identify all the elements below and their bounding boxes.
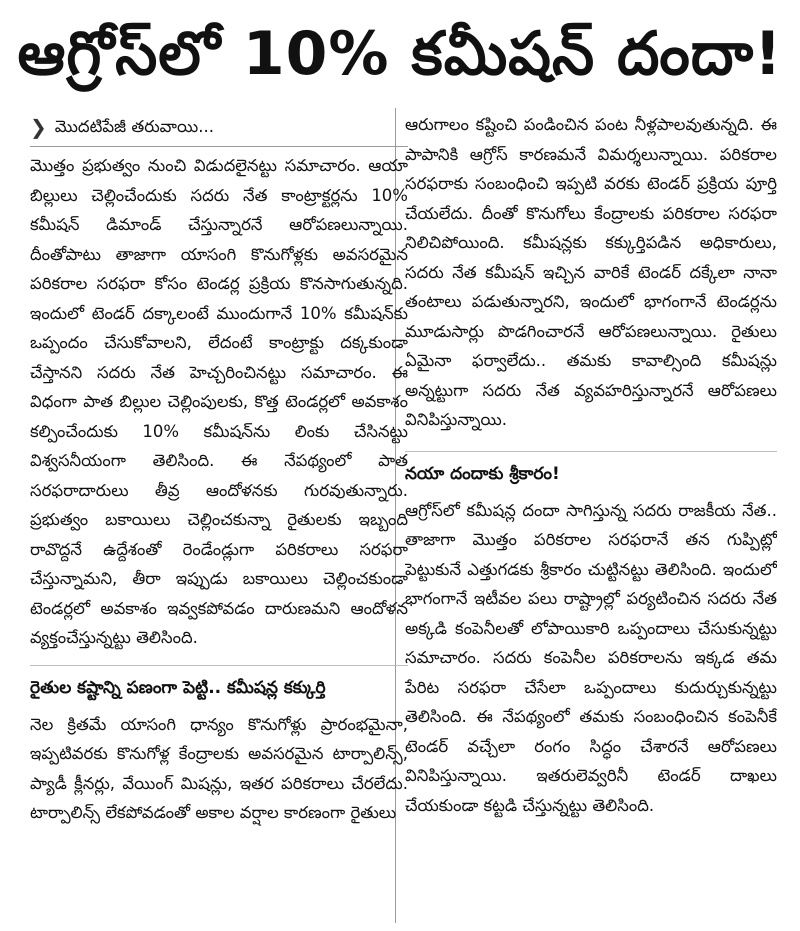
body-paragraph: ఆరుగాలం కష్టించి పండించిన పంట నీళ్లపాలవుతున్నది. ఈ పాపానికి ఆగ్రోస్ కారణమనే విమర్శలున్నాయి. పరికరాల సరఫరాకు సంబంధించి ఇప్పటి వరకు టెండర్ ప్రక్రియ పూర్తి చేయలేదు. దీంతో కొనుగోలు కేంద్రాలకు పరికరాల సరఫరా నిలిచిపోయింది. కమీషన్లకు కక్కుర్తిపడిన అధికారులు, సదరు నేత కమీషన్ ఇచ్చిన వారికే టెండర్ దక్కేలా నానా తంటాలు పడుతున్నారని, ఇందులో భాగంగానే టెండర్లను మూడుసార్లు పొడగించారనే ఆరోపణలున్నాయి. రైతులు ఏమైనా ఫర్వాలేదు.. తమకు కావాల్సింది కమీషన్లు అన్నట్టుగా సదరు నేత వ్యవహరిస్తున్నారనే ఆరోపణలు వినిపిస్తున్నాయి. bbox=[405, 115, 777, 429]
body-paragraph: మొత్తం ప్రభుత్వం నుంచి విడుదలైనట్టు సమాచారం. ఆయా బిల్లులు చెల్లించేందుకు సదరు నేత కాంట్రాక్టర్లను 10% కమీషన్ డిమాండ్ చేస్తున్నారనే ఆరోపణలున్నాయి. దీంతోపాటు తాజాగా యాసంగి కొనుగోళ్లకు అవసరమైన పరికరాల సరఫరా కోసం టెండర్ల ప్రక్రియ కొనసాగుతున్నది. ఇందులో టెండర్ దక్కాలంటే ముందుగానే 10% కమీషన్‌కు ఒప్పందం చేసుకోవాలని, లేదంటే కాంట్రాక్టు దక్కకుండా చేస్తానని సదరు నేత హెచ్చరించినట్టు సమాచారం. ఈ విధంగా పాత బిల్లుల చెల్లింపులకు, కొత్త టెండర్లలో అవకాశం కల్పించేందుకు 10% కమీషన్‌ను లింకు చేసినట్టు విశ్వసనీయంగా తెలిసింది. ఈ నేపథ్యంలో పాత సరఫరాదారులు తీవ్ర ఆందోళనకు గురవుతున్నారు. ప్రభుత్వం బకాయిలు చెల్లించకున్నా రైతులకు ఇబ్బంది రావొద్దనే ఉద్దేశంతో రెండేండ్లుగా పరికరాలు సరఫరా చేస్తున్నామని, తీరా ఇప్పుడు బకాయిలు చెల్లించకుండా టెండర్లలో అవకాశం ఇవ్వకపోవడం దారుణమని ఆందోళన వ్యక్తంచేస్తున్నట్టు తెలిసింది. bbox=[30, 156, 408, 647]
subhead-right: నయా దందాకు శ్రీకారం! bbox=[405, 451, 777, 490]
body-paragraph: నెల క్రితమే యాసంగి ధాన్యం కొనుగోళ్లు ప్రారంభమైనా, ఇప్పటివరకు కొనుగోళ్ల కేంద్రాలకు అవసరమైన టార్పాలిన్స్, ప్యాడీ క్లీనర్లు, వేయింగ్ మిషన్లు, ఇతర పరికరాలు చేరలేదు. టార్పాలిన్స్ లేకపోవడంతో అకాల వర్షాల కారణంగా రైతులు bbox=[30, 714, 408, 822]
body-paragraph: ఆగ్రోస్‌లో కమీషన్ల దందా సాగిస్తున్న సదరు రాజకీయ నేత.. తాజాగా మొత్తం పరికరాల సరఫరానే తన గుప్పిట్లో పెట్టుకునే ఎత్తుగడకు శ్రీకారం చుట్టినట్టు తెలిసింది. ఇందులో భాగంగానే ఇటీవల పలు రాష్ట్రాల్లో పర్యటించిన సదరు నేత అక్కడి కంపెనీలతో లోపాయికారి ఒప్పందాలు చేసుకున్నట్టు సమాచారం. సదరు కంపెనీల పరికరాలను ఇక్కడ తమ పేరిట సరఫరా చేసేలా ఒప్పందాలు కుదుర్చుకున్నట్టు తెలిసింది. ఈ నేపథ్యంలో తమకు సంబంధించిన కంపెనీకే టెండర్ వచ్చేలా రంగం సిద్ధం చేశారనే ఆరోపణలు వినిపిస్తున్నాయి. ఇతరులెవ్వరినీ టెండర్ దాఖలు చేయకుండా కట్టడి చేస్తున్నట్టు తెలిసింది. bbox=[405, 500, 777, 815]
continuation-rule bbox=[30, 146, 408, 147]
left-column bbox=[30, 112, 408, 925]
headline: ఆగ్రోస్‌లో 10% కమీషన్ దందా! bbox=[17, 19, 783, 89]
chevron-right-icon: ❯ bbox=[30, 115, 47, 139]
continuation-marker bbox=[30, 112, 408, 142]
continuation-label: మొదటిపేజీ తరువాయి... bbox=[54, 117, 214, 136]
subhead-left: రైతుల కష్టాన్ని పణంగా పెట్టి.. కమీషన్ల కక్కుర్తి bbox=[30, 665, 408, 704]
right-column bbox=[405, 110, 777, 925]
